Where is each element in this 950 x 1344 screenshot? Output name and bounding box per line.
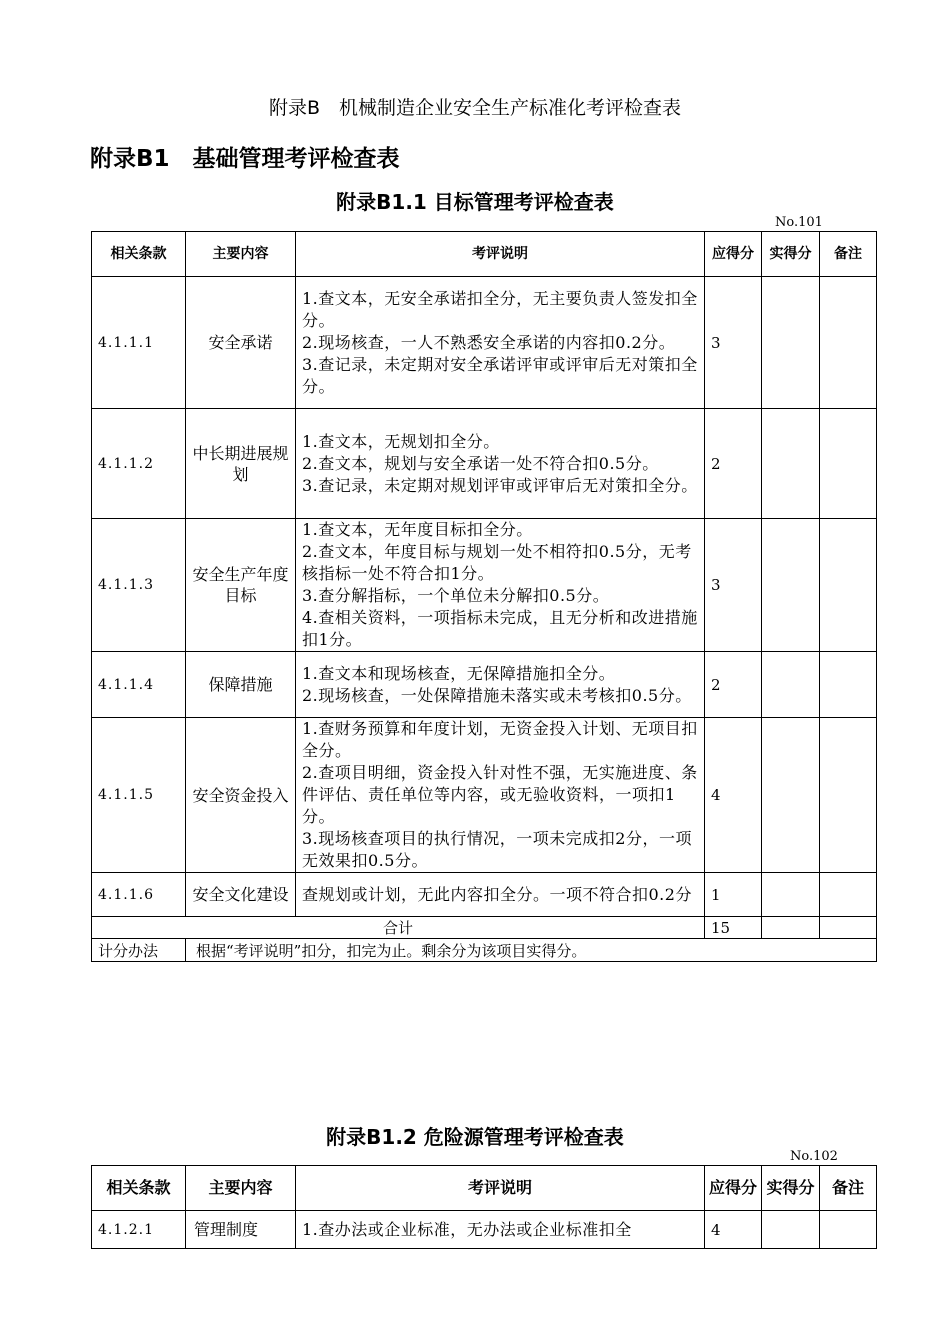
total-remark [820, 917, 877, 939]
desc-line: 查规划或计划，无此内容扣全分。一项不符合扣0.2分 [302, 884, 692, 904]
scoring-text: 根据“考评说明”扣分，扣完为止。剩余分为该项目实得分。 [186, 939, 877, 962]
scoring-label: 计分办法 [92, 939, 186, 962]
table1-grid [91, 231, 877, 962]
score-cell: 4 [705, 1211, 762, 1249]
remark-cell [820, 652, 877, 718]
table2-number: No.102 [790, 1149, 838, 1164]
table1-header-row [92, 232, 877, 277]
content-cell: 安全资金投入 [186, 718, 296, 873]
header-desc: 考评说明 [296, 232, 705, 277]
clause-cell: 4.1.1.2 [92, 409, 186, 519]
desc-line: 3.查记录，未定期对安全承诺评审或评审后无对策扣全分。 [302, 354, 698, 396]
score-cell: 4 [705, 718, 762, 873]
table-row [92, 718, 877, 873]
desc-line: 4.查相关资料，一项指标未完成，且无分析和改进措施扣1分。 [302, 608, 698, 649]
table1-title: 附录B1.1 目标管理考评检查表 [336, 190, 614, 214]
desc-cell [296, 409, 705, 519]
appendix-title: 附录B 机械制造企业安全生产标准化考评检查表 [268, 97, 682, 119]
desc-cell [296, 873, 705, 917]
header-actual-score: 实得分 [762, 232, 820, 277]
actual-score-cell [762, 409, 820, 519]
remark-cell [820, 873, 877, 917]
table2-title: 附录B1.2 危险源管理考评检查表 [326, 1125, 624, 1149]
header-clause: 相关条款 [92, 232, 186, 277]
remark-cell [820, 277, 877, 409]
header-max-score: 应得分 [705, 232, 762, 277]
desc-line: 1.查文本，无年度目标扣全分。 [302, 520, 533, 539]
table-row [92, 409, 877, 519]
section-title: 附录B1 基础管理考评检查表 [90, 146, 400, 172]
table-row [92, 277, 877, 409]
total-actual-score [762, 917, 820, 939]
header-content: 主要内容 [186, 232, 296, 277]
table2-grid [91, 1165, 877, 1249]
desc-line: 1.查文本，无安全承诺扣全分，无主要负责人签发扣全分。 [302, 288, 698, 330]
desc-cell [296, 277, 705, 409]
header-remark: 备注 [820, 1166, 877, 1211]
scoring-row [92, 939, 877, 962]
score-cell: 3 [705, 277, 762, 409]
desc-line: 3.查分解指标，一个单位未分解扣0.5分。 [302, 586, 610, 605]
desc-cell [296, 652, 705, 718]
clause-cell: 4.1.1.4 [92, 652, 186, 718]
remark-cell [820, 409, 877, 519]
score-cell: 1 [705, 873, 762, 917]
table2-header-row [92, 1166, 877, 1211]
desc-cell [296, 1211, 705, 1249]
desc-line: 1.查文本，无规划扣全分。 [302, 431, 500, 451]
table-row [92, 873, 877, 917]
desc-line: 1.查文本和现场核查，无保障措施扣全分。 [302, 663, 616, 683]
score-cell: 2 [705, 409, 762, 519]
content-cell: 安全承诺 [186, 277, 296, 409]
header-actual-score: 实得分 [762, 1166, 820, 1211]
total-label: 合计 [92, 917, 705, 939]
desc-line: 1.查办法或企业标准，无办法或企业标准扣全 [302, 1219, 632, 1239]
content-cell: 中长期进展规划 [186, 409, 296, 519]
table1-number: No.101 [775, 215, 823, 230]
clause-cell: 4.1.2.1 [92, 1211, 186, 1249]
table-row [92, 519, 877, 652]
desc-line: 3.查记录，未定期对规划评审或评审后无对策扣全分。 [302, 475, 698, 495]
table-row [92, 652, 877, 718]
actual-score-cell [762, 1211, 820, 1249]
score-cell: 2 [705, 652, 762, 718]
clause-cell: 4.1.1.1 [92, 277, 186, 409]
header-content: 主要内容 [186, 1166, 296, 1211]
clause-cell: 4.1.1.6 [92, 873, 186, 917]
score-cell: 3 [705, 519, 762, 652]
header-remark: 备注 [820, 232, 877, 277]
desc-cell [296, 718, 705, 873]
remark-cell [820, 519, 877, 652]
actual-score-cell [762, 652, 820, 718]
desc-line: 2.查文本，规划与安全承诺一处不符合扣0.5分。 [302, 453, 659, 473]
actual-score-cell [762, 519, 820, 652]
desc-line: 1.查财务预算和年度计划，无资金投入计划、无项目扣全分。 [302, 719, 698, 760]
desc-cell [296, 519, 705, 652]
header-clause: 相关条款 [92, 1166, 186, 1211]
table-row [92, 1211, 877, 1249]
clause-cell: 4.1.1.5 [92, 718, 186, 873]
header-desc: 考评说明 [296, 1166, 705, 1211]
desc-line: 3.现场核查项目的执行情况，一项未完成扣2分，一项无效果扣0.5分。 [302, 829, 692, 870]
clause-cell: 4.1.1.3 [92, 519, 186, 652]
content-cell: 安全文化建设 [186, 873, 296, 917]
content-cell: 管理制度 [186, 1211, 296, 1249]
actual-score-cell [762, 718, 820, 873]
remark-cell [820, 718, 877, 873]
desc-line: 2.查项目明细，资金投入针对性不强，无实施进度、条件评估、责任单位等内容，或无验收资料，一项扣1分。 [302, 763, 698, 826]
header-max-score: 应得分 [705, 1166, 762, 1211]
desc-line: 2.查文本，年度目标与规划一处不相符扣0.5分，无考核指标一处不符合扣1分。 [302, 542, 692, 583]
content-cell: 安全生产年度目标 [186, 519, 296, 652]
actual-score-cell [762, 873, 820, 917]
content-cell: 保障措施 [186, 652, 296, 718]
total-score: 15 [705, 917, 762, 939]
desc-line: 2.现场核查，一人不熟悉安全承诺的内容扣0.2分。 [302, 332, 676, 352]
remark-cell [820, 1211, 877, 1249]
actual-score-cell [762, 277, 820, 409]
total-row [92, 917, 877, 939]
desc-line: 2.现场核查，一处保障措施未落实或未考核扣0.5分。 [302, 685, 692, 705]
